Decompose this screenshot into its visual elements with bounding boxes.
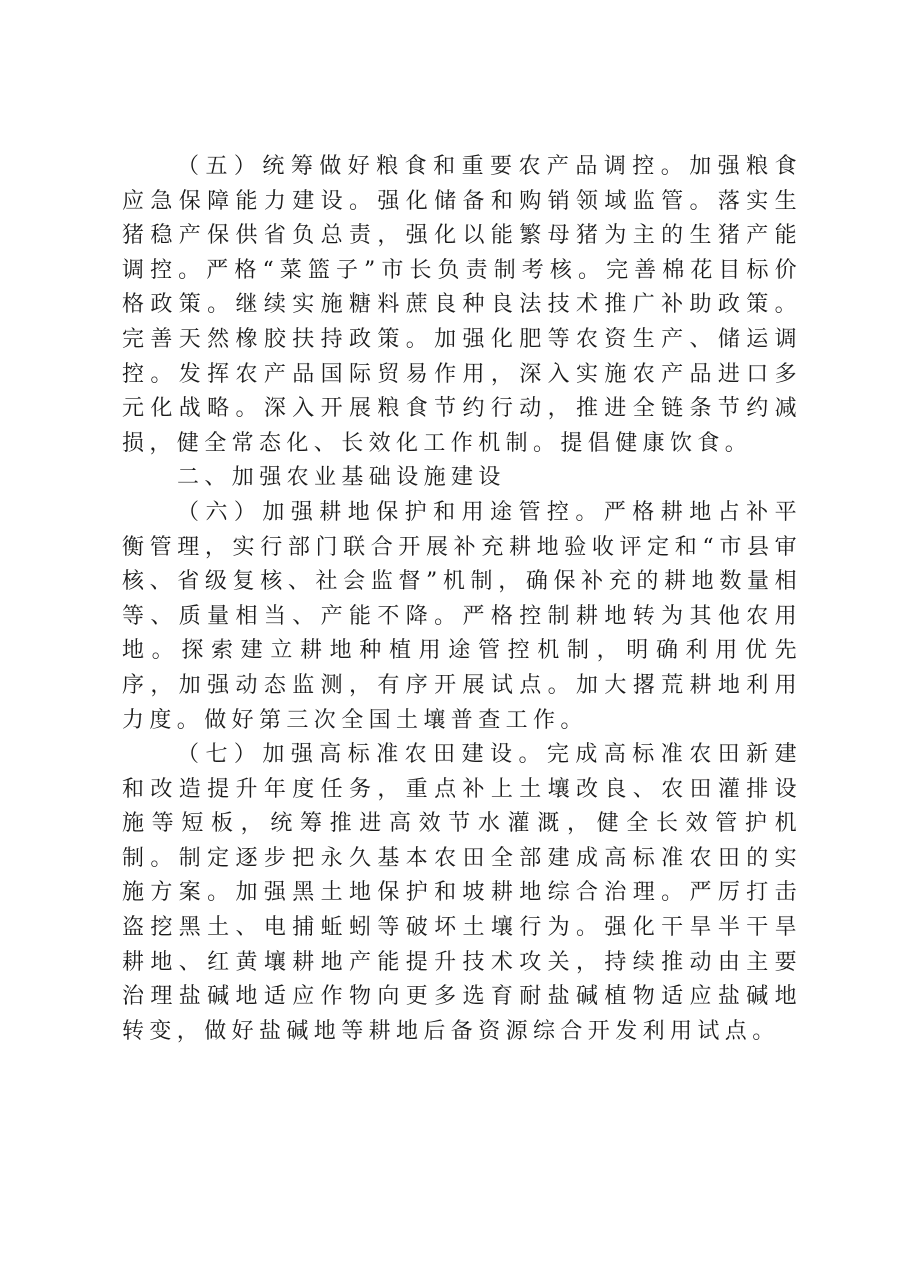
paragraph-5-grain-regulation: （五）统筹做好粮食和重要农产品调控。加强粮食应急保障能力建设。强化储备和购销领域监管。落实生猪稳产保供省负总责，强化以能繁母猪为主的生猪产能调控。严格“菜篮子”市长负责制考核。完善棉花目标价格政策。继续实施糖料蔗良种良法技术推广补助政策。完善天然橡胶扶持政策。加强化肥等农资生产、储运调控。发挥农产品国际贸易作用，深入实施农产品进口多元化战略。深入开展粮食节约行动，推进全链条节约减损，健全常态化、长效化工作机制。提倡健康饮食。 [122, 154, 802, 456]
document-body [122, 150, 802, 1049]
paragraph-6-farmland-protection: （六）加强耕地保护和用途管控。严格耕地占补平衡管理，实行部门联合开展补充耕地验收评定和“市县审核、省级复核、社会监督”机制，确保补充的耕地数量相等、质量相当、产能不降。严格控制耕地转为其他农用地。探索建立耕地种植用途管控机制，明确利用优先序，加强动态监测，有序开展试点。加大撂荒耕地利用力度。做好第三次全国土壤普查工作。 [122, 499, 802, 733]
paragraph-7-high-standard-farmland: （七）加强高标准农田建设。完成高标准农田新建和改造提升年度任务，重点补上土壤改良、农田灌排设施等短板，统筹推进高效节水灌溉，健全长效管护机制。制定逐步把永久基本农田全部建成高标准农田的实施方案。加强黑土地保护和坡耕地综合治理。严厉打击盗挖黑土、电捕蚯蚓等破坏土壤行为。强化干旱半干旱耕地、红黄壤耕地产能提升技术攻关，持续推动由主要治理盐碱地适应作物向更多选育耐盐碱植物适应盐碱地转变，做好盐碱地等耕地后备资源综合开发利用试点。 [122, 742, 802, 1044]
section-heading-infrastructure: 二、加强农业基础设施建设 [177, 465, 506, 491]
